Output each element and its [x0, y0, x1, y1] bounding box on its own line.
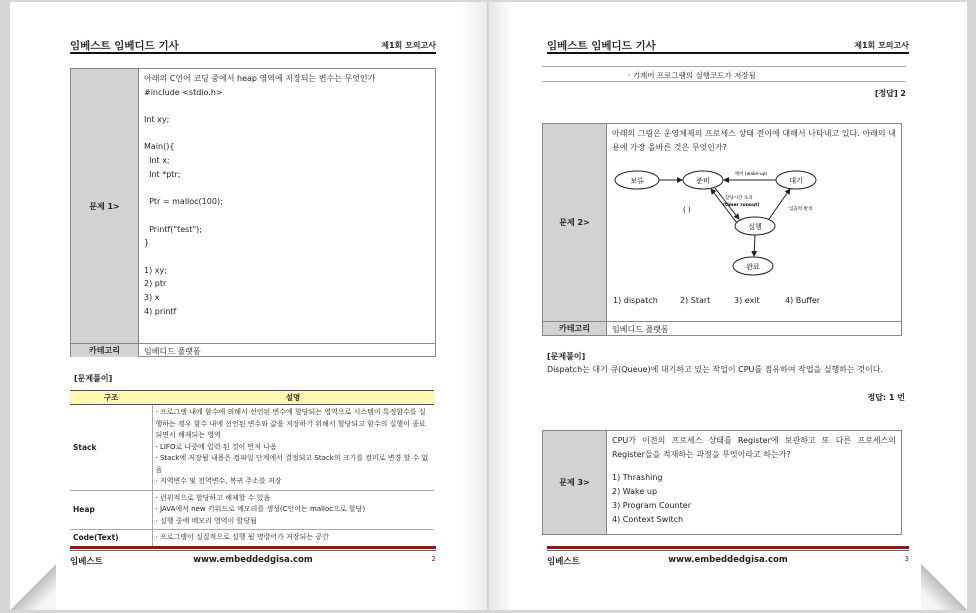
- question-3-box: [542, 430, 902, 535]
- code-line: Main(){: [144, 142, 175, 152]
- answer: 정답: 1 번: [867, 393, 905, 402]
- header-title: 임베스트 임베디드 기사: [547, 40, 656, 52]
- question-3-body: [607, 431, 901, 529]
- description-item: · JAVA에서 new 키워드로 메모리를 생성(C언어는 malloc으로 할당): [156, 504, 432, 516]
- question-2-category: [543, 321, 901, 335]
- header-subtitle: 제1회 모의고사: [381, 41, 436, 50]
- question-3-prompt: CPU가 이전의 프로세스 상태를 Register에 보관하고 또 다른 프로세스의 Register들을 적재하는 과정을 무엇이라고 하는가?: [612, 436, 896, 459]
- header-title: 임베스트 임베디드 기사: [70, 40, 179, 52]
- code-line: #include <stdio.h>: [144, 87, 223, 97]
- carry-over-row: [542, 66, 906, 82]
- page-number: 3: [904, 555, 909, 563]
- code-line: 3) x: [144, 293, 160, 303]
- code-line: [144, 99, 430, 113]
- right-page-footer: [547, 546, 909, 566]
- right-page: [489, 2, 967, 610]
- header-rule: [70, 52, 436, 54]
- state-wait-label: 대기: [789, 177, 803, 185]
- question-1-box: [70, 68, 436, 357]
- structure-name: Heap: [70, 490, 152, 530]
- state-run-label: 실행: [748, 223, 762, 231]
- blank-marks: ( ): [683, 206, 691, 214]
- state-ready-label: 준비: [696, 177, 710, 185]
- structure-name: Code(Text): [70, 530, 152, 547]
- question-2-box: [542, 123, 902, 336]
- col-structure: 구조: [70, 391, 152, 405]
- page-number: 2: [431, 555, 436, 563]
- left-page-footer: [70, 546, 436, 566]
- q3-option-4: 4) Context Switch: [612, 514, 684, 524]
- structure-name: Stack: [70, 405, 152, 491]
- left-page: [10, 2, 488, 610]
- header-rule: [547, 52, 909, 54]
- footer-url[interactable]: www.embeddedgisa.com: [193, 555, 313, 565]
- footer-rule: [547, 546, 909, 549]
- right-page-header: [547, 38, 909, 54]
- edge-wakeup-label: 깨어 (wake-up): [734, 172, 768, 177]
- question-1-code: [144, 86, 430, 319]
- page-curl-icon[interactable]: [921, 564, 967, 610]
- q3-option-1: 1) Thrashing: [612, 473, 663, 483]
- table-row: [70, 530, 434, 547]
- solution-heading: [문제풀이]: [74, 374, 113, 383]
- state-hold-label: 보류: [630, 177, 644, 185]
- question-1-label: 문제 1>: [71, 69, 139, 343]
- footer-brand: 임베스트: [70, 557, 103, 567]
- table-row: [70, 490, 434, 530]
- description-item: · 런위적으로 할당하고 해제할 수 있음: [156, 493, 432, 505]
- code-line: Printf("test");: [144, 224, 202, 234]
- description-item: · Stack에 저장될 내용은 컴파일 단계에서 결정되고 Stack의 크기를 컴미로 변경 할 수 없음: [156, 453, 432, 476]
- edge-io-label: 입출력 발생: [789, 207, 813, 212]
- code-line: Int xy;: [144, 115, 170, 125]
- question-1-body: [139, 69, 435, 322]
- solution-text: Dispatch는 대기 큐(Queue)에 대기하고 있는 작업이 CPU를 점유하여 작업을 실행하는 것이다.: [547, 365, 884, 374]
- header-subtitle: 제1회 모의고사: [854, 41, 909, 50]
- option-2: 2) Start: [680, 296, 711, 305]
- code-line: Int *ptr;: [144, 169, 181, 179]
- code-line: 2) ptr: [144, 279, 167, 289]
- code-line: [144, 250, 430, 264]
- description-item: · 프로그램이 실질적으로 실행 될 명령어가 저장되는 공간: [156, 532, 432, 544]
- structure-description: [152, 490, 434, 530]
- question-2-label: 문제 2>: [543, 124, 607, 321]
- previous-answer: [정답] 2: [874, 89, 906, 98]
- q3-option-2: 2) Wake up: [612, 487, 658, 497]
- code-line: [144, 127, 430, 141]
- option-3: 3) exit: [734, 296, 760, 305]
- structure-description: [152, 405, 434, 491]
- left-page-header: [70, 38, 436, 54]
- state-done-label: 완료: [746, 263, 760, 271]
- code-line: Int x;: [144, 156, 170, 166]
- category-label: 카테고리: [543, 322, 607, 335]
- page-curl-icon[interactable]: [10, 564, 56, 610]
- description-item: · 프로그램 내에 함수에 의해서 선언된 변수에 할당되는 영역으로 시스템이 특정함수를 실행하는 경우 함수 내에 선언된 변수와 값을 저장하기 위해서 할당되고 함수의 실행이 종료되면서 해제되는 영역: [156, 407, 432, 442]
- description-item: · LIFO로 나중에 입력 된 것이 먼저 나옴: [156, 442, 432, 454]
- footer-rule-thin: [547, 550, 909, 551]
- edge-run-done: [754, 235, 755, 256]
- description-item: · 실행 중에 메모리 영역이 할당됨: [156, 516, 432, 528]
- question-1-category: [71, 343, 435, 357]
- footer-rule: [70, 546, 436, 549]
- option-1: 1) dispatch: [613, 296, 658, 305]
- code-line: 4) printf: [144, 306, 177, 316]
- description-item: · 지역변수 및 전역변수, 복귀 주소를 저장: [156, 476, 432, 488]
- table-row: [70, 405, 434, 491]
- question-2-body: [607, 124, 901, 157]
- process-state-diagram: [613, 166, 833, 278]
- edge-timeout-label-2: (timer runout): [723, 203, 760, 208]
- solution-heading: [문제풀이]: [547, 352, 586, 361]
- edge-timeout-label-1: 할당시간 초과: [725, 196, 753, 201]
- col-description: 설명: [152, 391, 434, 405]
- category-label: 카테고리: [71, 344, 139, 357]
- footer-rule-thin: [70, 550, 436, 551]
- memory-structure-table: [70, 390, 434, 547]
- option-4: 4) Buffer: [785, 296, 821, 305]
- code-line: [144, 209, 430, 223]
- q3-option-3: 3) Program Counter: [612, 500, 692, 510]
- question-2-prompt: 아래의 그림은 운영체제의 프로세스 상태 전이에 대해서 나타내고 있다. 아래의 내용에 가장 올바른 것은 무엇인가?: [612, 129, 896, 152]
- category-value: 임베디드 플랫폼: [612, 325, 669, 334]
- code-line: }: [144, 238, 150, 248]
- footer-url[interactable]: www.embeddedgisa.com: [668, 555, 788, 565]
- footer-brand: 임베스트: [547, 557, 580, 567]
- code-line: 1) xy;: [144, 265, 167, 275]
- carry-over-text: · 기계어 프로그램의 실행코드가 저장됨: [628, 71, 756, 80]
- code-line: [144, 182, 430, 196]
- question-3-label: 문제 3>: [543, 431, 607, 534]
- question-1-prompt: 아래의 C언어 코딩 중에서 heap 영역에 저장되는 변수는 무엇인가: [144, 74, 376, 83]
- category-value: 임베디드 플랫폼: [144, 347, 201, 356]
- code-line: Ptr = malloc(100);: [144, 197, 223, 207]
- structure-description: [152, 530, 434, 547]
- edge-run-wait: [769, 189, 790, 219]
